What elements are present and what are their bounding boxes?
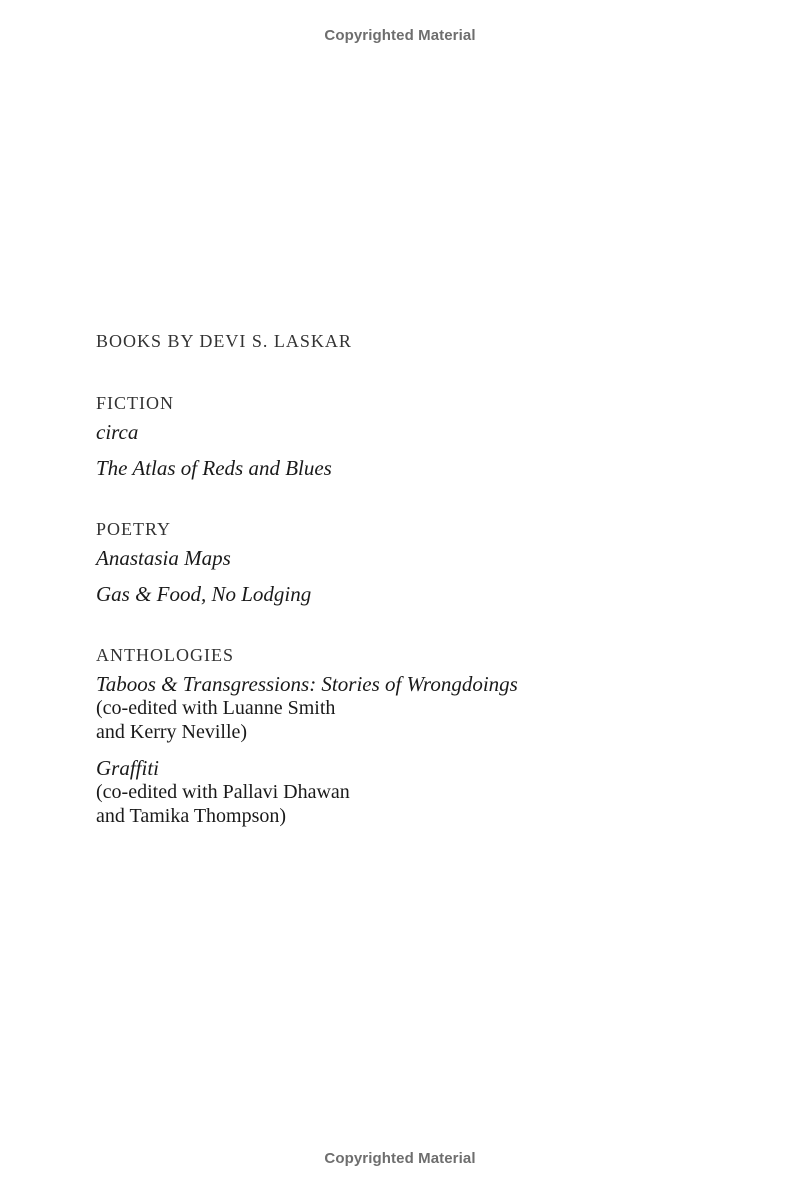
section-heading-fiction: FICTION — [96, 393, 174, 413]
book-title-taboos: Taboos & Transgressions: Stories of Wrongdoings — [96, 672, 518, 696]
section-heading-poetry: POETRY — [96, 519, 172, 539]
editor-note-line: and Tamika Thompson) — [96, 805, 287, 827]
editor-note-line: (co-edited with Pallavi Dhawan — [96, 781, 350, 803]
book-title-gas-food: Gas & Food, No Lodging — [96, 582, 312, 606]
book-title-atlas: The Atlas of Reds and Blues — [96, 456, 332, 480]
book-title-circa: circa — [96, 420, 139, 444]
copyright-watermark-top: Copyrighted Material — [324, 27, 476, 44]
section-poetry — [96, 518, 716, 606]
section-anthologies — [96, 644, 716, 828]
copyright-watermark-bottom: Copyrighted Material — [324, 1150, 476, 1167]
section-heading-anthologies: ANTHOLOGIES — [96, 645, 234, 665]
book-title-graffiti: Graffiti — [96, 756, 160, 780]
books-by-list — [96, 330, 716, 866]
book-title-anastasia-maps: Anastasia Maps — [96, 546, 231, 570]
anthology-entry — [96, 756, 716, 828]
anthology-entry — [96, 672, 716, 744]
editor-note-line: and Kerry Neville) — [96, 721, 248, 743]
editor-note-line: (co-edited with Luanne Smith — [96, 697, 336, 719]
page-title: BOOKS BY DEVI S. LASKAR — [96, 331, 352, 351]
section-fiction — [96, 392, 716, 480]
